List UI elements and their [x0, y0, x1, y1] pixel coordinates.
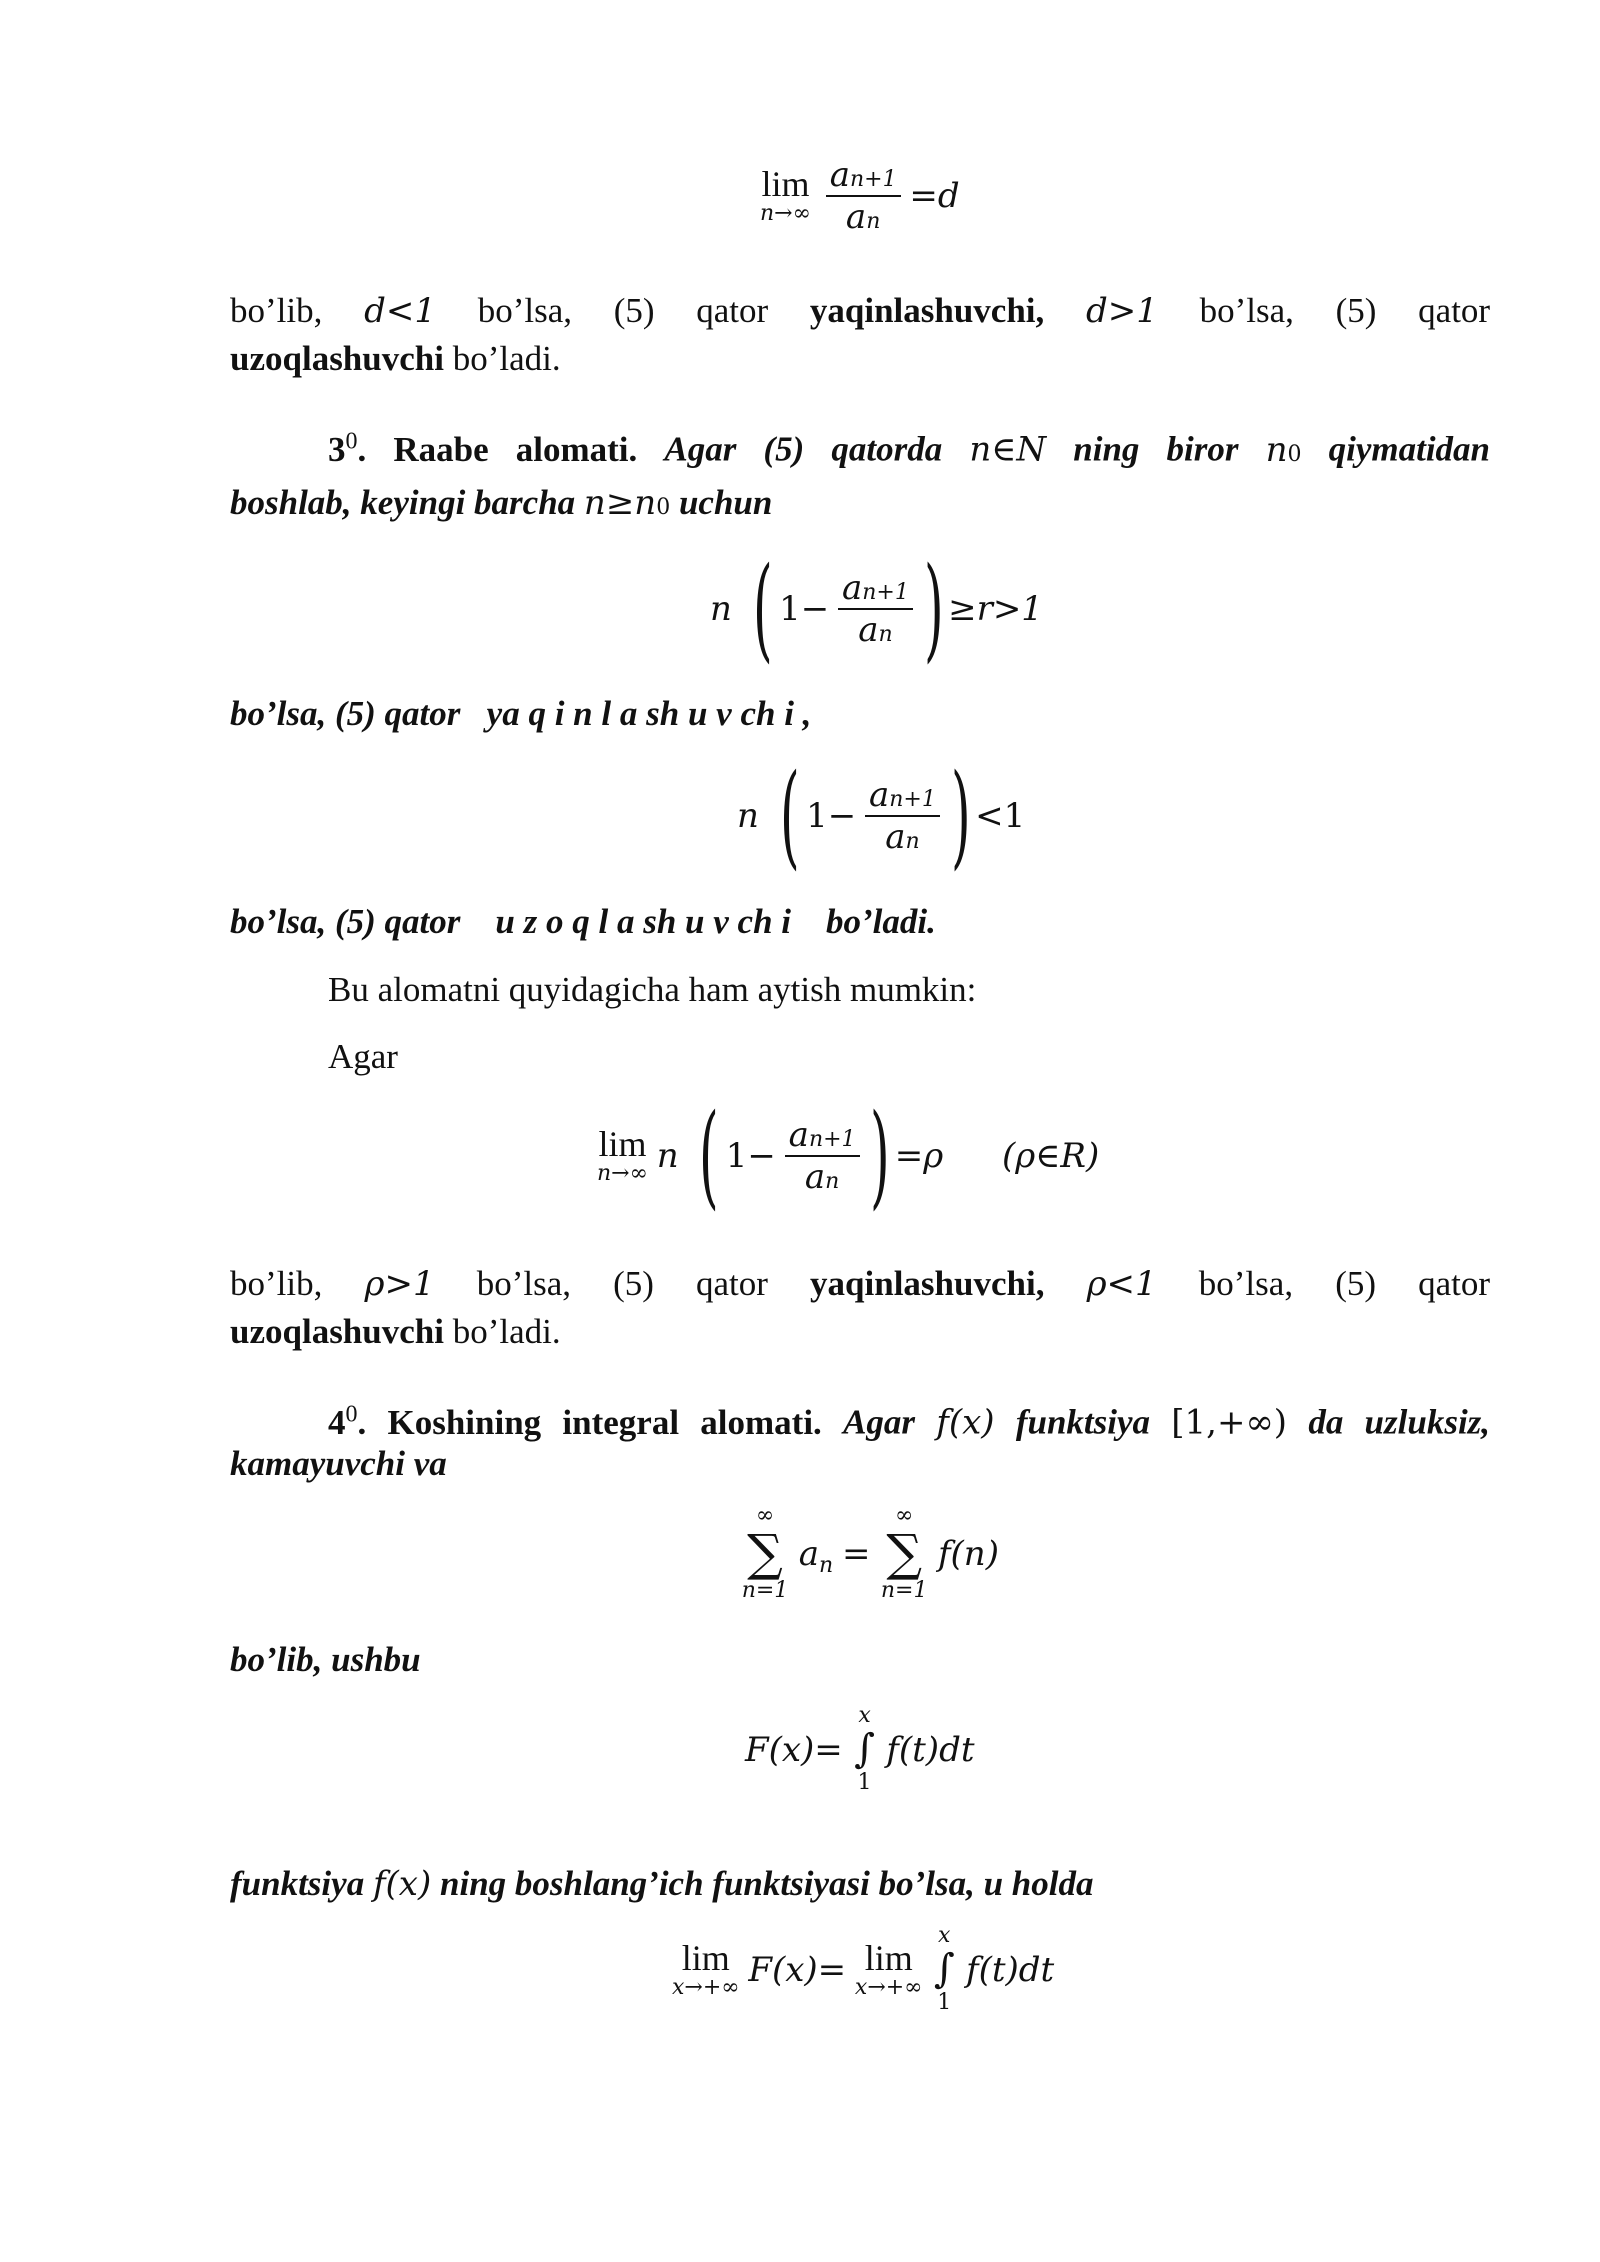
- text: Agar: [328, 1037, 398, 1076]
- lhs-Fx: F(x)=: [745, 1730, 843, 1770]
- text-spaced: u z o q l a sh u v ch i: [495, 902, 792, 941]
- koshi-heading: [230, 1390, 1490, 1447]
- word: bo’lib,: [230, 1264, 323, 1303]
- integral-icon: ∫: [854, 1726, 875, 1772]
- denominator-a: a: [858, 610, 879, 650]
- paragraph-dalamber-result: [230, 287, 1490, 335]
- denominator-sub: n: [905, 829, 920, 854]
- rhs-lt-1: <1: [975, 796, 1026, 836]
- math-sub: 0: [656, 495, 671, 520]
- word-bold: uzoqlashuvchi: [230, 339, 444, 378]
- equation-limit-ratio: [760, 155, 960, 237]
- sigma-icon: ∑: [747, 1524, 783, 1582]
- int-lower: 1: [937, 1990, 952, 2015]
- text: kamayuvchi va: [230, 1444, 447, 1483]
- text: Agar: [843, 1402, 916, 1442]
- word: bo’lsa,: [477, 291, 572, 330]
- factor-n: n: [710, 589, 732, 629]
- text-spaced: ya q i n l a sh u v ch i ,: [486, 694, 812, 733]
- ratio-fraction: [826, 155, 901, 237]
- section-number: 4: [328, 1402, 346, 1442]
- lim-label: lim: [864, 1938, 913, 1978]
- word: bo’lsa,: [1199, 291, 1294, 330]
- integrand: f(t)dt: [966, 1950, 1055, 1990]
- word: qator: [696, 291, 769, 330]
- paragraph-raabe-line2: [230, 1308, 1490, 1356]
- text: qiymatidan: [1328, 429, 1491, 469]
- lim-subscript: n→∞: [760, 201, 811, 226]
- section-sup: 0: [345, 428, 358, 454]
- left-paren: (: [779, 751, 800, 881]
- equals-d: =d: [909, 176, 960, 216]
- condition-rho-gt-1: ρ>1: [364, 1264, 435, 1304]
- paragraph-funktsiya: [230, 1860, 1490, 1908]
- equals: =: [841, 1534, 871, 1574]
- word: (5): [1335, 291, 1377, 330]
- lim-subscript: x→+∞: [854, 1975, 923, 2000]
- condition-d-less-1: d<1: [364, 291, 436, 331]
- word: qator: [1418, 291, 1491, 330]
- text: Bu alomatni quyidagicha ham aytish mumkin:: [328, 970, 977, 1009]
- sum-lower: n=1: [741, 1578, 789, 1603]
- word: qator: [1418, 1264, 1491, 1303]
- numerator-a: a: [868, 775, 890, 815]
- right-paren: ): [923, 544, 944, 674]
- line-yaqinlashuvchi: [230, 690, 1490, 738]
- one-minus: 1−: [779, 589, 830, 629]
- one-minus: 1−: [806, 796, 857, 836]
- one-minus: 1−: [725, 1136, 776, 1176]
- condition-rho-lt-1: ρ<1: [1086, 1264, 1157, 1304]
- denominator-a: a: [845, 197, 867, 237]
- text: uchun: [678, 483, 773, 522]
- section-sup: 0: [345, 1401, 358, 1427]
- raabe-heading-line2: [230, 479, 1490, 532]
- lim-subscript: x→+∞: [672, 1975, 740, 2000]
- raabe-heading: [230, 417, 1490, 479]
- term-a-sub: n: [819, 1553, 834, 1579]
- lim-subscript: n→∞: [597, 1161, 648, 1186]
- word: (5): [1335, 1264, 1376, 1303]
- text-agar: [230, 1033, 1490, 1081]
- text: funktsiya: [230, 1864, 365, 1903]
- paragraph-raabe-result: [230, 1260, 1490, 1308]
- line-uzoqlashuvchi: [230, 898, 1490, 946]
- word-bold: uzoqlashuvchi: [230, 1312, 444, 1351]
- numerator-a: a: [841, 568, 863, 608]
- text: bo’lsa, (5) qator: [230, 694, 461, 733]
- word: bo’ladi.: [443, 339, 561, 378]
- denominator-sub: n: [866, 209, 881, 234]
- word: (5): [613, 1264, 654, 1303]
- right-paren: ): [950, 751, 971, 881]
- text: Agar (5) qatorda: [664, 429, 943, 469]
- text: da uzluksiz,: [1308, 1402, 1491, 1442]
- numerator-sub: n+1: [889, 787, 936, 812]
- section-number: 3: [328, 429, 346, 469]
- rhs-equals-rho: =ρ: [894, 1136, 944, 1176]
- equation-limit-integral: [672, 1925, 1054, 2015]
- text: bo’ladi.: [826, 902, 936, 941]
- text-alternative: [230, 966, 1490, 1014]
- sum-upper: ∞: [755, 1503, 775, 1528]
- word: bo’lsa,: [476, 1264, 571, 1303]
- section-title: . Raabe alomati.: [357, 429, 638, 469]
- math-n-in-N: n∈N: [969, 429, 1047, 470]
- text: boshlab, keyingi barcha: [230, 483, 576, 522]
- lim-label: lim: [761, 164, 810, 204]
- term-fn: f(n): [937, 1534, 999, 1574]
- denominator-sub: n: [825, 1169, 840, 1194]
- sum-lower: n=1: [880, 1578, 928, 1603]
- int-lower: 1: [857, 1770, 872, 1795]
- equation-raabe-convergent: [710, 544, 1043, 674]
- denominator-a: a: [804, 1157, 826, 1197]
- word: bo’ladi.: [443, 1312, 561, 1351]
- koshi-heading-line2: [230, 1440, 1490, 1488]
- word: qator: [696, 1264, 768, 1303]
- ratio-fraction: [785, 1115, 860, 1197]
- math-n-geq-n0: n≥n: [583, 483, 657, 523]
- denominator-a: a: [885, 817, 906, 857]
- factor-n: n: [737, 796, 759, 836]
- left-paren: (: [699, 1091, 720, 1221]
- section-title: . Koshining integral alomati.: [357, 1402, 822, 1442]
- integral-icon: ∫: [933, 1946, 955, 1992]
- word-bold: yaqinlashuvchi,: [810, 1264, 1045, 1303]
- equation-raabe-limit: [597, 1091, 1100, 1221]
- rho-in-R: (ρ∈R): [1002, 1136, 1100, 1176]
- text-bolib-ushbu: [230, 1636, 1490, 1684]
- text: ning boshlang’ich funktsiyasi bo’lsa, u holda: [440, 1864, 1094, 1903]
- equation-raabe-divergent: [737, 751, 1026, 881]
- math-n0-sub: 0: [1287, 441, 1302, 467]
- text: bo’lib, ushbu: [230, 1640, 421, 1679]
- equation-antiderivative: [745, 1705, 975, 1795]
- left-paren: (: [752, 544, 773, 674]
- denominator-sub: n: [878, 622, 893, 647]
- word: (5): [613, 291, 655, 330]
- lim-label: lim: [681, 1938, 730, 1978]
- integrand: f(t)dt: [886, 1730, 975, 1770]
- text: funktsiya: [1015, 1402, 1151, 1442]
- text: bo’lsa, (5) qator: [230, 902, 461, 941]
- sum-upper: ∞: [895, 1503, 914, 1528]
- math-interval: [1,+∞): [1171, 1402, 1288, 1443]
- text: ning biror: [1073, 429, 1239, 469]
- word-bold: yaqinlashuvchi,: [809, 291, 1045, 330]
- ratio-fraction: [838, 568, 913, 650]
- equation-sum-equality: [740, 1505, 999, 1603]
- int-upper: x: [938, 1923, 951, 1948]
- ratio-fraction: [865, 775, 940, 857]
- lhs-Fx: F(x)=: [748, 1950, 847, 1990]
- math-fx: f(x): [936, 1402, 995, 1443]
- math-n0: n: [1265, 429, 1288, 470]
- word: bo’lsa,: [1198, 1264, 1294, 1303]
- math-fx: f(x): [372, 1864, 432, 1904]
- lim-label: lim: [598, 1124, 647, 1164]
- numerator-sub: n+1: [862, 580, 909, 605]
- paragraph-dalamber-line2: [230, 335, 1490, 383]
- int-upper: x: [858, 1703, 871, 1728]
- numerator-a: a: [788, 1115, 809, 1155]
- right-paren: ): [870, 1091, 890, 1221]
- numerator-sub: n+1: [808, 1127, 856, 1152]
- word: bo’lib,: [230, 291, 323, 330]
- rhs-geq-r-gt-1: ≥r>1: [948, 589, 1043, 629]
- term-a: a: [798, 1534, 820, 1574]
- sigma-icon: ∑: [886, 1524, 923, 1582]
- factor-n: n: [656, 1136, 679, 1176]
- condition-d-greater-1: d>1: [1086, 291, 1158, 331]
- numerator-sub: n+1: [849, 167, 897, 192]
- numerator-a: a: [829, 155, 850, 195]
